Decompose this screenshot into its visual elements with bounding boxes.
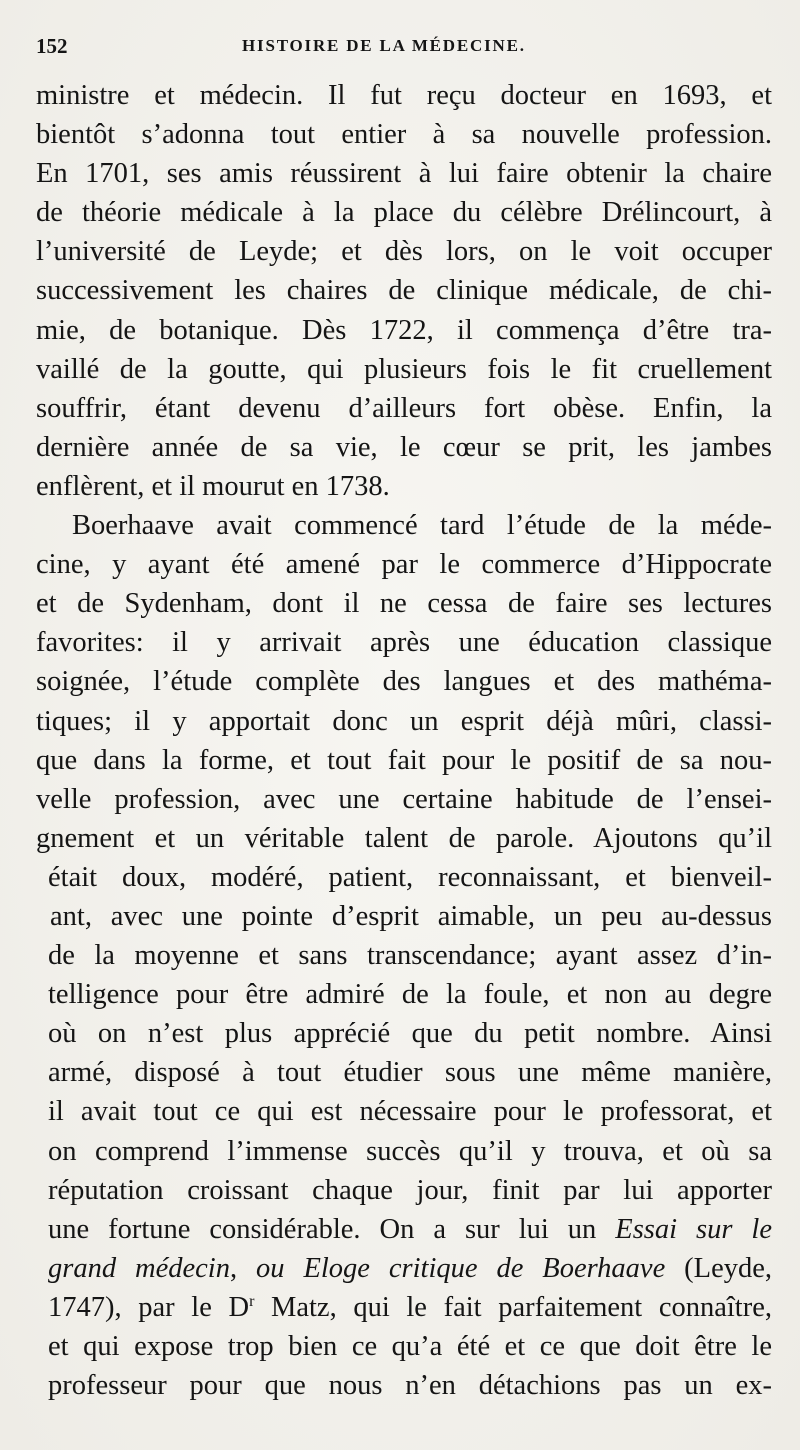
- text-line: où on n’est plus apprécié que du petit nombre. Ainsi: [48, 1018, 772, 1050]
- text-line: de théorie médicale à la place du célèbre Drélincourt, à: [36, 197, 772, 229]
- text-line: souffrir, étant devenu d’ailleurs fort obèse. Enfin, la: [36, 392, 772, 424]
- text-line: dernière année de sa vie, le cœur se prit, les jambes: [36, 431, 772, 463]
- citation-text: (Leyde,: [665, 1252, 773, 1284]
- citation-separator: ,: [229, 1252, 257, 1284]
- text-line: Boerhaave avait commencé tard l’étude de la méde-: [72, 510, 772, 542]
- paragraph-1: [36, 76, 772, 506]
- citation-line: [36, 1288, 772, 1327]
- book-title-italic: Essai sur le: [615, 1213, 772, 1245]
- text-line: et de Sydenham, dont il ne cessa de faire ses lectures: [36, 588, 772, 620]
- book-title-italic: grand médecin: [48, 1252, 230, 1284]
- body-text: [36, 76, 772, 1405]
- text-line: bientôt s’adonna tout entier à sa nouvelle profession.: [36, 119, 772, 151]
- text-line: il avait tout ce qui est nécessaire pour le professorat, et: [48, 1096, 772, 1128]
- text-line: successivement les chaires de clinique médicale, de chi-: [36, 275, 772, 307]
- running-title: HISTOIRE DE LA MÉDECINE.: [242, 36, 526, 55]
- citation-line: [36, 1249, 772, 1288]
- text-line: velle profession, avec une certaine habitude de l’ensei-: [36, 783, 772, 815]
- text-line: mie, de botanique. Dès 1722, il commença d’être tra-: [36, 314, 772, 346]
- text-line: et qui expose trop bien ce qu’a été et ce que doit être le: [48, 1331, 772, 1362]
- text-line: ant, avec une pointe d’esprit aimable, un peu au-dessus: [50, 900, 772, 932]
- citation-text: une fortune considérable. On a sur lui un: [48, 1213, 616, 1245]
- text-line: que dans la forme, et tout fait pour le positif de sa nou-: [36, 744, 772, 776]
- text-line: vaillé de la goutte, qui plusieurs fois le fit cruellement: [36, 353, 772, 385]
- text-line: telligence pour être admiré de la foule, et non au degre: [48, 979, 772, 1011]
- book-subtitle-italic: ou Eloge critique de Boerhaave: [256, 1252, 666, 1284]
- text-line: était doux, modéré, patient, reconnaissant, et bienveil-: [48, 861, 772, 893]
- text-line: armé, disposé à tout étudier sous une même manière,: [48, 1057, 772, 1089]
- doctor-abbrev-superscript: r: [249, 1292, 255, 1310]
- page-number: 152: [36, 34, 68, 58]
- text-line: En 1701, ses amis réussirent à lui faire obtenir la chaire: [36, 158, 772, 190]
- text-line: favorites: il y arrivait après une éducation classique: [36, 627, 772, 659]
- text-line: soignée, l’étude complète des langues et des mathéma-: [36, 666, 772, 698]
- page-header: [36, 30, 766, 60]
- citation-line: [36, 1210, 772, 1249]
- text-line: réputation croissant chaque jour, finit par lui apporter: [48, 1174, 772, 1206]
- text-line: cine, y ayant été amené par le commerce d’Hippocrate: [36, 549, 772, 581]
- text-line: gnement et un véritable talent de parole. Ajoutons qu’il: [36, 822, 772, 854]
- paragraph-2: [36, 506, 772, 1405]
- citation-text: 1747), par le D: [48, 1291, 250, 1323]
- citation-text: Matz, qui le fait parfaitement connaître,: [254, 1291, 772, 1323]
- text-line: de la moyenne et sans transcendance; ayant assez d’in-: [48, 940, 772, 972]
- text-line: tiques; il y apportait donc un esprit déjà mûri, classi-: [36, 705, 772, 737]
- text-line: on comprend l’immense succès qu’il y trouva, et où sa: [48, 1135, 772, 1167]
- text-line: enflèrent, et il mourut en 1738.: [36, 470, 390, 502]
- text-line: l’université de Leyde; et dès lors, on le voit occuper: [36, 236, 772, 268]
- text-line: professeur pour que nous n’en détachions pas un ex-: [48, 1370, 772, 1402]
- text-line: ministre et médecin. Il fut reçu docteur en 1693, et: [36, 80, 772, 111]
